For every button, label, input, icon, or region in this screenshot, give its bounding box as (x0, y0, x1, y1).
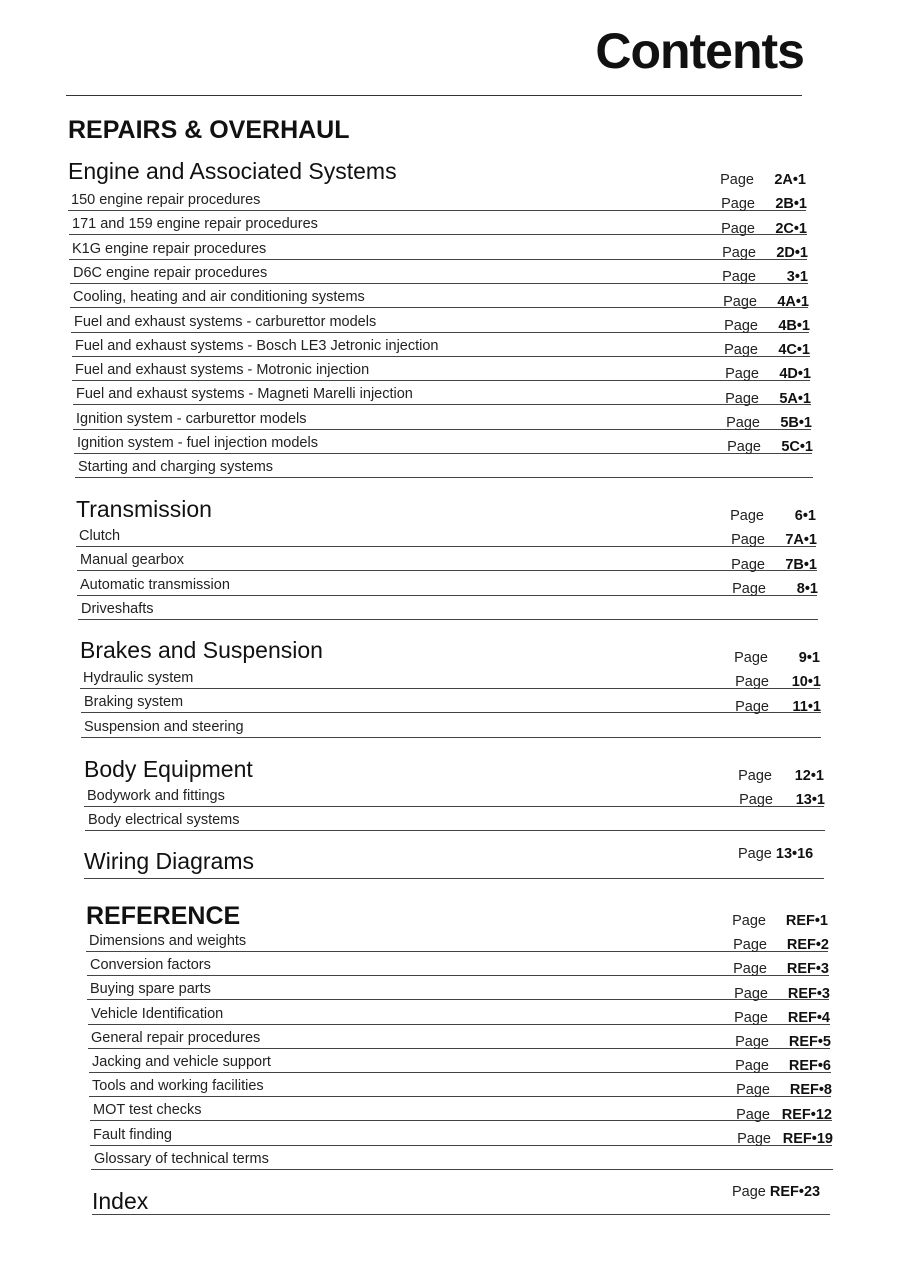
page-word: Page (733, 961, 767, 978)
entry-label: Fault finding (93, 1126, 172, 1143)
entry-label: Ignition system - fuel injection models (77, 435, 318, 451)
entry-page-ref (733, 961, 829, 977)
entry-page-ref (739, 792, 825, 808)
entry-label: Automatic transmission (80, 576, 230, 593)
entry-page-ref (731, 532, 817, 548)
page-word: Page (720, 172, 754, 188)
page-word: Page (723, 293, 757, 310)
entry-page-ref (721, 221, 807, 237)
page-number[interactable]: REF•12 (781, 1106, 832, 1123)
page-word: Page (733, 937, 767, 954)
page-number[interactable]: 6•1 (794, 508, 816, 524)
page-word: Page (739, 792, 773, 809)
section-title-index: Index (92, 1188, 149, 1214)
page-word: Page (737, 1130, 771, 1147)
page-word: Page (727, 439, 761, 456)
entry-page-ref (727, 439, 813, 455)
entry-label: Tools and working facilities (92, 1078, 264, 1095)
entry-label: Body electrical systems (88, 812, 240, 829)
page-number[interactable]: 7A•1 (785, 532, 817, 549)
page-number[interactable]: REF•3 (787, 985, 830, 1002)
entry-label: Suspension and steering (84, 718, 244, 735)
entry-label: Glossary of technical terms (94, 1150, 269, 1167)
entry-page-ref (733, 937, 829, 953)
page-word: Page (734, 1009, 768, 1026)
page-number[interactable]: 7B•1 (785, 556, 817, 573)
page-number[interactable]: 4A•1 (777, 293, 809, 310)
entry-label: Fuel and exhaust systems - Motronic injection (75, 362, 370, 379)
page-number[interactable]: REF•23 (769, 1184, 821, 1200)
entry-label: Manual gearbox (80, 552, 184, 569)
part-heading-repairs: REPAIRS & OVERHAUL (68, 116, 350, 144)
page-number[interactable]: 2A•1 (774, 172, 806, 188)
section-title-wiring: Wiring Diagrams (84, 848, 254, 874)
entry-page-ref (724, 318, 810, 334)
page-word: Page (732, 1184, 766, 1200)
page-word: Page (736, 1082, 770, 1099)
page-word: Page (722, 269, 756, 286)
page-word: Page (731, 556, 765, 573)
entry-page-ref (736, 1082, 832, 1098)
entry-page-ref (722, 269, 808, 285)
entry-page-ref (738, 768, 824, 784)
section-title: Engine and Associated Systems (68, 158, 397, 184)
page-number[interactable]: 13•1 (795, 792, 825, 809)
page-number[interactable]: 2C•1 (775, 220, 807, 237)
page-word: Page (736, 1106, 770, 1123)
section-title: Brakes and Suspension (80, 637, 323, 663)
entry-label: Driveshafts (81, 600, 154, 617)
page-word: Page (722, 244, 756, 261)
entry-page-ref (720, 172, 806, 188)
entry-page-ref (724, 342, 810, 358)
entry-label: Buying spare parts (90, 981, 211, 998)
entry-label: Dimensions and weights (89, 933, 247, 949)
entry-label: Cooling, heating and air conditioning systems (73, 289, 365, 306)
entry-page-ref (721, 196, 807, 212)
page-number[interactable]: REF•5 (788, 1034, 831, 1050)
page-number[interactable]: 3•1 (786, 269, 808, 286)
page-word: Page (725, 366, 759, 383)
entry-label: Braking system (84, 694, 184, 711)
entry-label: Ignition system - carburettor models (76, 410, 307, 427)
entry-page-ref (732, 581, 818, 597)
entry-label: Jacking and vehicle support (92, 1054, 271, 1070)
entry-page-ref (725, 366, 811, 382)
entry-page-ref (737, 1131, 833, 1147)
entry-label: Fuel and exhaust systems - Magneti Marelli injection (76, 386, 413, 403)
page-word: Page (734, 650, 768, 666)
entry-page-ref (722, 245, 808, 261)
page-word: Page (738, 846, 772, 862)
entry-label: Conversion factors (90, 957, 211, 974)
entry-label: Fuel and exhaust systems - carburettor models (74, 313, 377, 330)
entry-page-ref (734, 650, 820, 666)
index-page-ref (732, 1184, 820, 1200)
entry-label: MOT test checks (93, 1102, 202, 1119)
entry-label: 171 and 159 engine repair procedures (72, 216, 318, 233)
page-number[interactable]: 10•1 (791, 674, 821, 691)
entry-label: D6C engine repair procedures (73, 264, 268, 281)
page-title: Contents (595, 23, 804, 79)
page-number[interactable]: REF•19 (782, 1130, 833, 1147)
entry-label: Vehicle Identification (91, 1005, 224, 1022)
page-number[interactable]: REF•4 (787, 1009, 830, 1026)
wiring-page-ref (738, 846, 813, 862)
part-heading-reference: REFERENCE (86, 902, 241, 930)
page-word: Page (721, 220, 755, 237)
entry-page-ref (730, 508, 816, 524)
page-number[interactable]: 11•1 (792, 698, 821, 715)
section-title: Body Equipment (84, 756, 253, 782)
page-number[interactable]: REF•1 (785, 913, 828, 929)
entry-page-ref (723, 294, 809, 310)
page-number[interactable]: 5C•1 (781, 439, 813, 456)
entry-label: K1G engine repair procedures (72, 240, 267, 257)
entry-label: General repair procedures (91, 1029, 261, 1046)
entry-page-ref (731, 557, 817, 573)
page-word: Page (730, 508, 764, 524)
entry-page-ref (734, 1010, 830, 1026)
wiring-divider (84, 878, 824, 879)
entry-page-ref (734, 986, 830, 1002)
entry-label: Clutch (79, 528, 121, 544)
page-word: Page (731, 532, 765, 549)
page-word: Page (721, 196, 755, 213)
page-word: Page (724, 317, 758, 334)
page-word: Page (735, 1034, 769, 1050)
page-word: Page (735, 1058, 769, 1075)
entry-label: Hydraulic system (83, 670, 194, 686)
entry-label: Starting and charging systems (78, 459, 274, 476)
section-title: Transmission (76, 496, 212, 522)
page-number[interactable]: 5A•1 (779, 390, 811, 407)
page-word: Page (738, 768, 772, 784)
entry-page-ref (735, 1034, 831, 1050)
page-number[interactable]: REF•8 (789, 1082, 832, 1099)
page-word: Page (735, 698, 769, 715)
page-number[interactable]: 2D•1 (776, 244, 808, 261)
entry-page-ref (735, 1058, 831, 1074)
page-number[interactable]: 5B•1 (780, 415, 812, 431)
entry-page-ref (735, 699, 821, 715)
index-divider (92, 1214, 830, 1215)
page-word: Page (724, 342, 758, 359)
page-word: Page (725, 390, 759, 407)
page-number[interactable]: 2B•1 (775, 196, 807, 213)
page-word: Page (735, 674, 769, 691)
entry-label: Fuel and exhaust systems - Bosch LE3 Jetronic injection (75, 337, 439, 354)
page-number[interactable]: 8•1 (796, 580, 818, 597)
page-number[interactable]: 9•1 (798, 650, 820, 666)
page-number[interactable]: 12•1 (794, 768, 824, 784)
page-word: Page (732, 913, 766, 929)
page-word: Page (732, 580, 766, 597)
page-word: Page (734, 985, 768, 1002)
page-number[interactable]: REF•6 (788, 1058, 831, 1075)
page-number[interactable]: 4B•1 (778, 317, 810, 334)
entry-page-ref (726, 415, 812, 431)
page-word: Page (726, 415, 760, 431)
entry-page-ref (725, 391, 811, 407)
page-number[interactable]: 4C•1 (778, 342, 810, 359)
page-number[interactable]: 13•16 (775, 846, 814, 862)
entry-page-ref (736, 1107, 832, 1123)
page-number[interactable]: REF•2 (786, 937, 829, 954)
entry-page-ref (735, 674, 821, 690)
entry-label: 150 engine repair procedures (71, 192, 261, 208)
toc-entry[interactable] (68, 172, 806, 211)
entry-label: Bodywork and fittings (87, 788, 225, 804)
title-divider (66, 95, 802, 96)
entry-page-ref (732, 913, 828, 929)
page-number[interactable]: 4D•1 (779, 366, 811, 383)
page-number[interactable]: REF•3 (786, 961, 829, 978)
